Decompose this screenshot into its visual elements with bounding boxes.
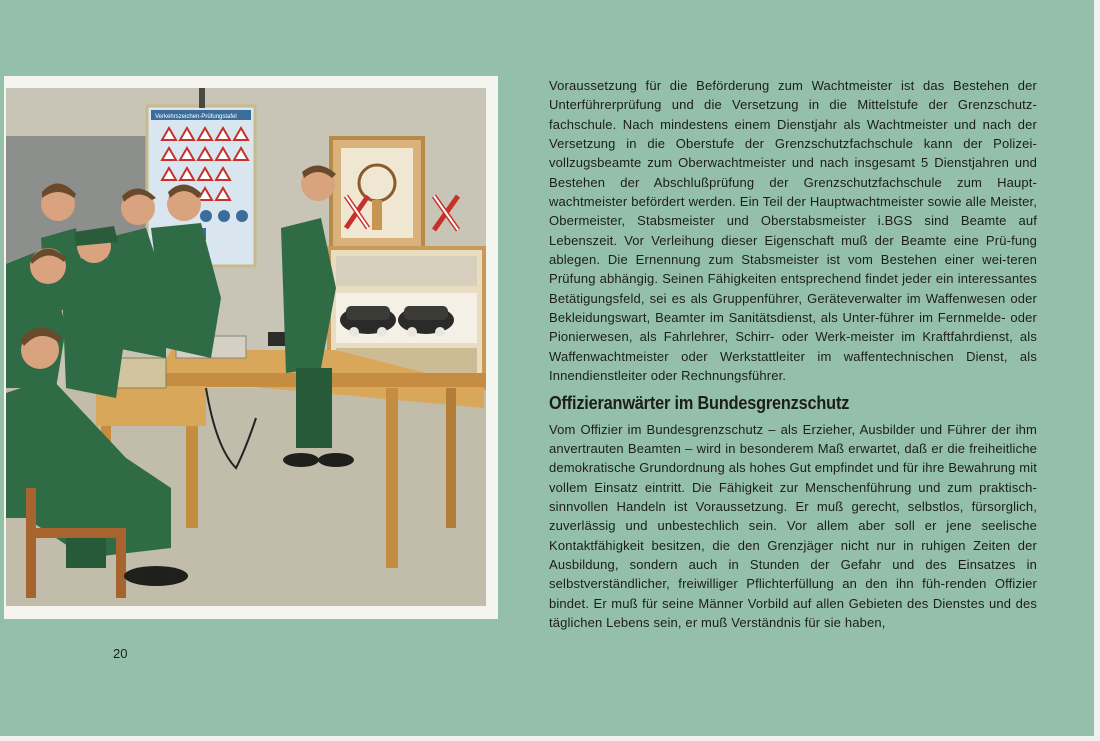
body-paragraph-1: Voraussetzung für die Beförderung zum Wachtmeister ist das Bestehen der Unterführerprüfung und die Versetzung in die Mittelstufe der Grenzschutz-fachschule. Nach mindestens einem Dienstjahr als Wachtmeister und nach der Versetzung in die Oberstufe der Grenzschutzfachschule kann der Polizei-vollzugsbeamte zum Oberwachtmeister und nach insgesamt 5 Dienstjahren und Bestehen der Abschlußprüfung der Grenzschutzfachschule zum Haupt-wachtmeister befördert werden. Ein Teil der Hauptwachtmeister sowie alle Meister, Obermeister, Stabsmeister und Oberstabsmeister i.BGS sind Beamte auf Lebenszeit. Vor Verleihung dieser Eigenschaft muß der Beamte eine Prü-fung ablegen. Die Ernennung zum Stabsmeister ist vom Bestehen einer wei-teren Prüfung abhängig. Seinen Fähigkeiten entsprechend findet jeder ein interessantes Betätigungsfeld, sei es als Gruppenführer, Geräteverwalter im Waffenwesen oder Bekleidungswart, Beamter im Sanitätsdienst, als Unter-führer im Fernmelde- oder Pionierwesen, als Fahrlehrer, Schirr- oder Werk-meister im Kraftfahrdienst, als Waffenwachtmeister oder Werkstattleiter im waffentechnischen Dienst, als Innendienstleiter oder Rechnungsführer.: [549, 78, 1037, 384]
page-number: 20: [113, 646, 128, 661]
classroom-photo: [6, 88, 486, 606]
page-bottom-edge: [0, 736, 1100, 741]
text-column: [549, 76, 1037, 632]
body-paragraph-2: Vom Offizier im Bundesgrenzschutz – als Erzieher, Ausbilder und Führer der ihm anvertrauten Beamten – wird in besonderem Maß erwartet, daß er die freiheitliche demokratische Grundordnung als hohes Gut empfindet und für ihre Bewahrung mit vollem Einsatz eintritt. Die Fähigkeit zur Menschenführung und zum praktisch-sinnvollen Handeln ist Voraussetzung. Er muß gerecht, selbstlos, fürsorglich, zuverlässig und unbestechlich sein. Vor allem aber soll er jene seelische Kontaktfähigkeit besitzen, die den Grenzjäger nicht nur in ruhigen Zeiten der Ausbildung, sondern auch in Stunden der Gefahr und des Einsatzes in selbstverständlicher, freiwilliger Pflichterfüllung an den ihn füh-renden Offizier bindet. Er muß für seine Männer Vorbild auf allen Gebieten des Dienstes und des täglichen Lebens sein, er muß Verständnis für sie haben,: [549, 421, 1037, 630]
page-edge: [1094, 0, 1100, 741]
poster-caption: Verkehrszeichen-Prüfungstafel: [155, 114, 237, 120]
section-heading: Offizieranwärter im Bundesgrenzschutz: [549, 391, 850, 413]
